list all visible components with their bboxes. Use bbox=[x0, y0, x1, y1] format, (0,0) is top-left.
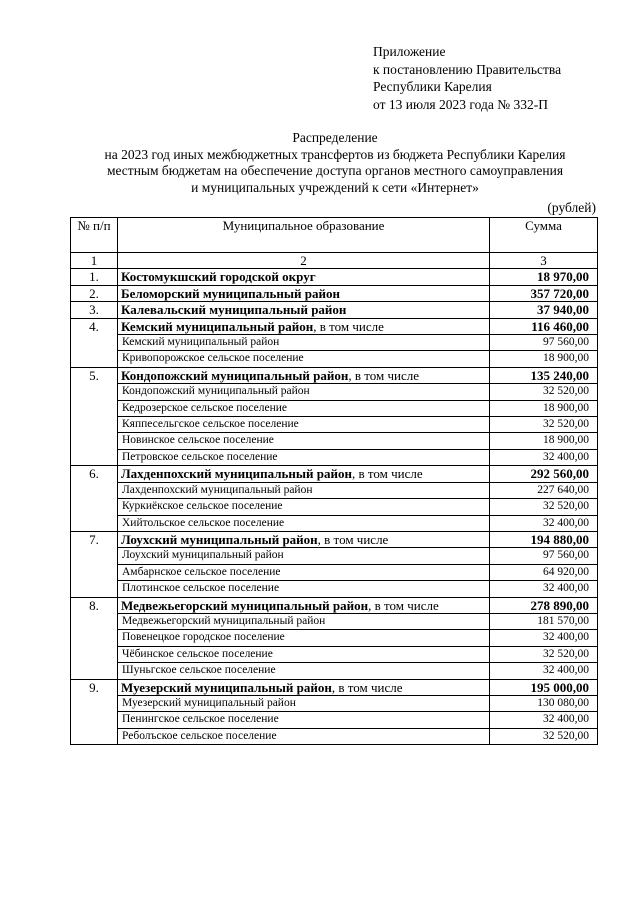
table-subrow bbox=[71, 499, 598, 515]
municipality-name bbox=[118, 367, 490, 383]
municipality-name-bold: Костомукшский городской округ bbox=[121, 269, 316, 285]
settlement-amount: 32 520,00 bbox=[490, 646, 598, 662]
row-number-empty bbox=[71, 351, 118, 367]
settlement-name: Пенингское сельское поселение bbox=[118, 712, 490, 728]
settlement-name: Медвежьегорский муниципальный район bbox=[118, 613, 490, 629]
settlement-name: Кривопорожское сельское поселение bbox=[118, 351, 490, 367]
settlement-name: Кондопожский муниципальный район bbox=[118, 384, 490, 400]
index-cell: 2 bbox=[118, 253, 490, 269]
settlement-amount: 181 570,00 bbox=[490, 613, 598, 629]
row-number-empty bbox=[71, 581, 118, 597]
settlement-name: Реболъское сельское поселение bbox=[118, 728, 490, 744]
settlement-amount: 18 900,00 bbox=[490, 433, 598, 449]
row-number-empty bbox=[71, 728, 118, 744]
row-number: 7. bbox=[71, 531, 118, 547]
table-row bbox=[71, 302, 598, 318]
municipality-name-suffix: , в том числе bbox=[368, 597, 439, 613]
distribution-table bbox=[70, 217, 598, 745]
row-number-empty bbox=[71, 335, 118, 351]
amount: 278 890,00 bbox=[490, 597, 598, 613]
settlement-name: Муезерский муниципальный район bbox=[118, 695, 490, 711]
settlement-name: Кемский муниципальный район bbox=[118, 335, 490, 351]
table-subrow bbox=[71, 613, 598, 629]
row-number-empty bbox=[71, 548, 118, 564]
municipality-name-bold: Кемский муниципальный район bbox=[121, 318, 314, 334]
municipality-name bbox=[118, 531, 490, 547]
table-body bbox=[71, 269, 598, 745]
table-row bbox=[71, 466, 598, 482]
municipality-name-bold: Кондопожский муниципальный район bbox=[121, 367, 349, 383]
municipality-name-bold: Лахденпохский муниципальный район bbox=[121, 466, 352, 482]
municipality-name bbox=[118, 302, 490, 318]
table-row bbox=[71, 367, 598, 383]
header-num: № п/п bbox=[71, 218, 118, 253]
municipality-name bbox=[118, 285, 490, 301]
settlement-name: Чёбинское сельское поселение bbox=[118, 646, 490, 662]
amount: 135 240,00 bbox=[490, 367, 598, 383]
index-cell: 1 bbox=[71, 253, 118, 269]
amount: 292 560,00 bbox=[490, 466, 598, 482]
table-subrow bbox=[71, 663, 598, 679]
table-row bbox=[71, 597, 598, 613]
row-number: 6. bbox=[71, 466, 118, 482]
row-number-empty bbox=[71, 400, 118, 416]
settlement-name: Амбарнское сельское поселение bbox=[118, 564, 490, 580]
row-number: 4. bbox=[71, 318, 118, 334]
row-number: 1. bbox=[71, 269, 118, 285]
municipality-name-bold: Лоухский муниципальный район bbox=[121, 531, 318, 547]
header-name: Муниципальное образование bbox=[118, 218, 490, 253]
table-subrow bbox=[71, 728, 598, 744]
row-number-empty bbox=[71, 499, 118, 515]
appendix-line: Республики Карелия bbox=[373, 79, 492, 94]
municipality-name bbox=[118, 318, 490, 334]
amount: 37 940,00 bbox=[490, 302, 598, 318]
settlement-amount: 32 400,00 bbox=[490, 581, 598, 597]
row-number: 5. bbox=[71, 367, 118, 383]
table-subrow bbox=[71, 433, 598, 449]
settlement-amount: 32 520,00 bbox=[490, 499, 598, 515]
settlement-amount: 32 400,00 bbox=[490, 712, 598, 728]
row-number-empty bbox=[71, 515, 118, 531]
table-subrow bbox=[71, 482, 598, 498]
municipality-name-bold: Муезерский муниципальный район bbox=[121, 679, 332, 695]
row-number-empty bbox=[71, 449, 118, 465]
settlement-amount: 32 520,00 bbox=[490, 384, 598, 400]
municipality-name-suffix: , в том числе bbox=[317, 531, 389, 547]
settlement-amount: 18 900,00 bbox=[490, 400, 598, 416]
table-index-row bbox=[71, 253, 598, 269]
settlement-name: Петровское сельское поселение bbox=[118, 449, 490, 465]
row-number-empty bbox=[71, 663, 118, 679]
settlement-amount: 32 400,00 bbox=[490, 449, 598, 465]
index-cell: 3 bbox=[490, 253, 598, 269]
municipality-name-bold: Беломорский муниципальный район bbox=[121, 285, 340, 301]
table-subrow bbox=[71, 712, 598, 728]
table-row bbox=[71, 679, 598, 695]
settlement-name: Кедрозерское сельское поселение bbox=[118, 400, 490, 416]
settlement-amount: 64 920,00 bbox=[490, 564, 598, 580]
settlement-amount: 227 640,00 bbox=[490, 482, 598, 498]
table-header-row bbox=[71, 218, 598, 253]
row-number-empty bbox=[71, 482, 118, 498]
municipality-name-suffix: , в том числе bbox=[352, 466, 423, 482]
settlement-name: Лоухский муниципальный район bbox=[118, 548, 490, 564]
settlement-amount: 18 900,00 bbox=[490, 351, 598, 367]
row-number-empty bbox=[71, 712, 118, 728]
table-subrow bbox=[71, 581, 598, 597]
document-heading bbox=[40, 130, 630, 196]
table-subrow bbox=[71, 335, 598, 351]
table-row bbox=[71, 269, 598, 285]
municipality-name-suffix: , в том числе bbox=[348, 367, 420, 383]
row-number-empty bbox=[71, 384, 118, 400]
row-number: 9. bbox=[71, 679, 118, 695]
table-row bbox=[71, 318, 598, 334]
settlement-name: Новинское сельское поселение bbox=[118, 433, 490, 449]
municipality-name bbox=[118, 597, 490, 613]
row-number: 8. bbox=[71, 597, 118, 613]
settlement-name: Шуньгское сельское поселение bbox=[118, 663, 490, 679]
table-subrow bbox=[71, 630, 598, 646]
municipality-name-bold: Медвежьегорский муниципальный район bbox=[121, 597, 369, 613]
row-number-empty bbox=[71, 646, 118, 662]
appendix-line: от 13 июля 2023 года № 332-П bbox=[373, 96, 548, 112]
appendix-line: Приложение bbox=[373, 44, 446, 59]
table-subrow bbox=[71, 548, 598, 564]
settlement-amount: 32 400,00 bbox=[490, 663, 598, 679]
table-subrow bbox=[71, 515, 598, 531]
settlement-name: Хийтольское сельское поселение bbox=[118, 515, 490, 531]
municipality-name-suffix: , в том числе bbox=[313, 318, 384, 334]
municipality-name-suffix: , в том числе bbox=[331, 679, 403, 695]
settlement-name: Повенецкое городское поселение bbox=[118, 630, 490, 646]
table-subrow bbox=[71, 351, 598, 367]
settlement-amount: 130 080,00 bbox=[490, 695, 598, 711]
currency-unit: (рублей) bbox=[547, 200, 596, 215]
settlement-amount: 32 520,00 bbox=[490, 417, 598, 433]
appendix-line: к постановлению Правительства bbox=[373, 61, 562, 77]
heading-line: местным бюджетам на обеспечение доступа органов местного самоуправления bbox=[106, 163, 564, 178]
settlement-amount: 97 560,00 bbox=[490, 335, 598, 351]
row-number-empty bbox=[71, 613, 118, 629]
row-number-empty bbox=[71, 564, 118, 580]
amount: 357 720,00 bbox=[490, 285, 598, 301]
table-row bbox=[71, 285, 598, 301]
amount: 18 970,00 bbox=[490, 269, 598, 285]
municipality-name bbox=[118, 466, 490, 482]
row-number-empty bbox=[71, 433, 118, 449]
amount: 195 000,00 bbox=[490, 679, 598, 695]
heading-line: на 2023 год иных межбюджетных трансфертов из бюджета Республики Карелия bbox=[104, 146, 566, 162]
settlement-name: Куркиёкское сельское поселение bbox=[118, 499, 490, 515]
table-subrow bbox=[71, 449, 598, 465]
row-number-empty bbox=[71, 417, 118, 433]
settlement-amount: 32 400,00 bbox=[490, 515, 598, 531]
table-subrow bbox=[71, 417, 598, 433]
settlement-amount: 97 560,00 bbox=[490, 548, 598, 564]
amount: 194 880,00 bbox=[490, 531, 598, 547]
row-number: 3. bbox=[71, 302, 118, 318]
settlement-name: Лахденпохский муниципальный район bbox=[118, 482, 490, 498]
row-number: 2. bbox=[71, 285, 118, 301]
heading-line: Распределение bbox=[292, 130, 378, 145]
settlement-amount: 32 400,00 bbox=[490, 630, 598, 646]
settlement-amount: 32 520,00 bbox=[490, 728, 598, 744]
row-number-empty bbox=[71, 695, 118, 711]
heading-line: и муниципальных учреждений к сети «Интернет» bbox=[191, 179, 479, 195]
amount: 116 460,00 bbox=[490, 318, 598, 334]
table-subrow bbox=[71, 564, 598, 580]
settlement-name: Плотинское сельское поселение bbox=[118, 581, 490, 597]
table-subrow bbox=[71, 384, 598, 400]
municipality-name bbox=[118, 269, 490, 285]
table-subrow bbox=[71, 695, 598, 711]
header-sum: Сумма bbox=[490, 218, 598, 253]
municipality-name bbox=[118, 679, 490, 695]
settlement-name: Кяппесельгское сельское поселение bbox=[118, 417, 490, 433]
row-number-empty bbox=[71, 630, 118, 646]
table-row bbox=[71, 531, 598, 547]
table-subrow bbox=[71, 400, 598, 416]
municipality-name-bold: Калевальский муниципальный район bbox=[121, 302, 347, 318]
appendix-block bbox=[373, 43, 561, 113]
table-subrow bbox=[71, 646, 598, 662]
